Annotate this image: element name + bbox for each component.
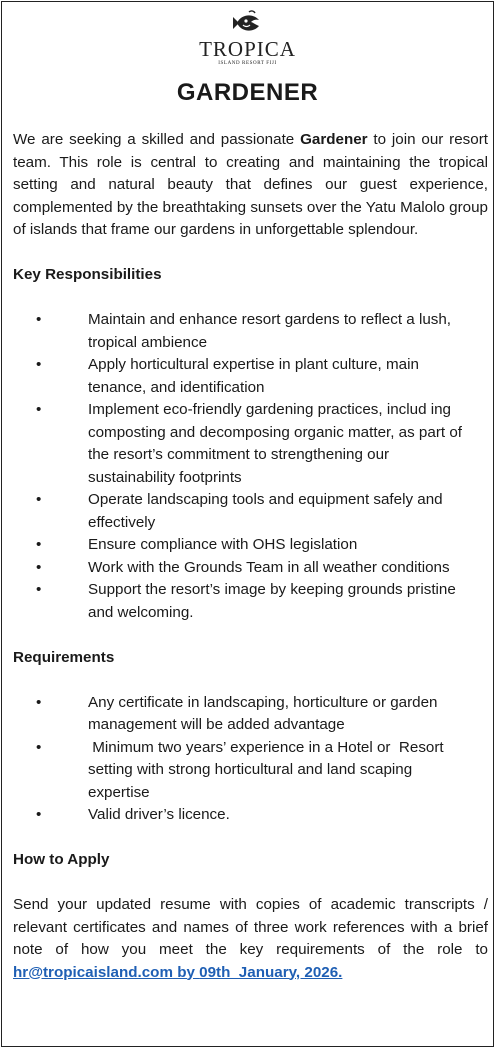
apply-text: Send your updated resume with copies of academic transcripts / relevant certificates and names of three work references with a brief note of how you meet the key requirements of the role to: [13, 896, 488, 958]
list-item-text: Ensure compliance with OHS legislation: [88, 536, 358, 553]
brand-name: TROPICA: [199, 37, 296, 61]
requirements-list: [13, 692, 488, 827]
list-item-text: Minimum two years’ experience in a Hotel or Resort setting with strong horticultural and land scaping expertise: [88, 738, 465, 801]
job-advert: [1, 1, 494, 1047]
intro-text-after: to join our resort team. This role is central to creating and maintaining the tropical setting and natural beauty that defines our guest experience, complemented by the breathtaking sunsets over the Yatu Malolo group of islands that frame our gardens in unforgettable splendour.: [13, 131, 488, 238]
intro-paragraph: [13, 129, 488, 242]
bullet-icon: •: [36, 581, 42, 598]
deadline-by: by: [172, 963, 200, 981]
list-item-text: Valid driver’s licence.: [88, 806, 230, 823]
list-item-text: Maintain and enhance resort gardens to reflect a lush, tropical ambience: [88, 311, 452, 351]
list-item: [13, 692, 488, 737]
brand-tagline: ISLAND RESORT FIJI: [218, 61, 277, 66]
bullet-icon: •: [36, 536, 42, 553]
page-title: GARDENER: [176, 79, 319, 106]
list-item: [13, 737, 488, 805]
bullet-icon: •: [36, 356, 42, 373]
advert-body: [13, 129, 488, 984]
bullet-icon: •: [36, 311, 42, 328]
list-item-text: Support the resort’s image by keeping grounds pristine and welcoming.: [88, 581, 456, 621]
requirements-heading: Requirements: [13, 648, 115, 666]
apply-paragraph: [13, 894, 488, 984]
intro-text-before: We are seeking a skilled and passionate: [13, 131, 301, 148]
bullet-icon: •: [36, 806, 42, 823]
responsibilities-list: [13, 309, 488, 624]
bullet-icon: •: [36, 401, 42, 418]
list-item: [13, 579, 488, 624]
list-item: [13, 534, 488, 557]
list-item: [13, 399, 488, 489]
deadline-date: 09th January, 2026.: [199, 963, 343, 981]
list-item: [13, 557, 488, 580]
bullet-icon: •: [36, 558, 42, 576]
responsibilities-heading: Key Responsibilities: [13, 266, 162, 283]
list-item-text: Apply horticultural expertise in plant culture, main tenance, and identification: [88, 356, 419, 396]
list-item: [13, 354, 488, 399]
list-item-text: Any certificate in landscaping, horticulture or garden management will be added advantage: [88, 693, 438, 733]
apply-heading: How to Apply: [13, 851, 110, 868]
list-item: [13, 489, 488, 534]
list-item: [13, 804, 488, 827]
bullet-icon: •: [36, 693, 42, 711]
list-item: [13, 309, 488, 354]
list-item-text: Implement eco-friendly gardening practices, includ ing composting and decomposing organic matter, as part of the resort’s commitment to strengthening our sustainability footprints: [88, 401, 462, 486]
fish-emblem-icon: [231, 10, 265, 36]
bullet-icon: •: [36, 491, 42, 508]
list-item-text: Operate landscaping tools and equipment safely and effectively: [88, 491, 443, 531]
intro-role: Gardener: [300, 131, 368, 148]
list-item-text: Work with the Grounds Team in all weather conditions: [88, 558, 450, 576]
email-link[interactable]: hr@tropicaisland.com: [13, 963, 173, 981]
bullet-icon: •: [36, 738, 42, 756]
resort-logo: [2, 10, 493, 67]
